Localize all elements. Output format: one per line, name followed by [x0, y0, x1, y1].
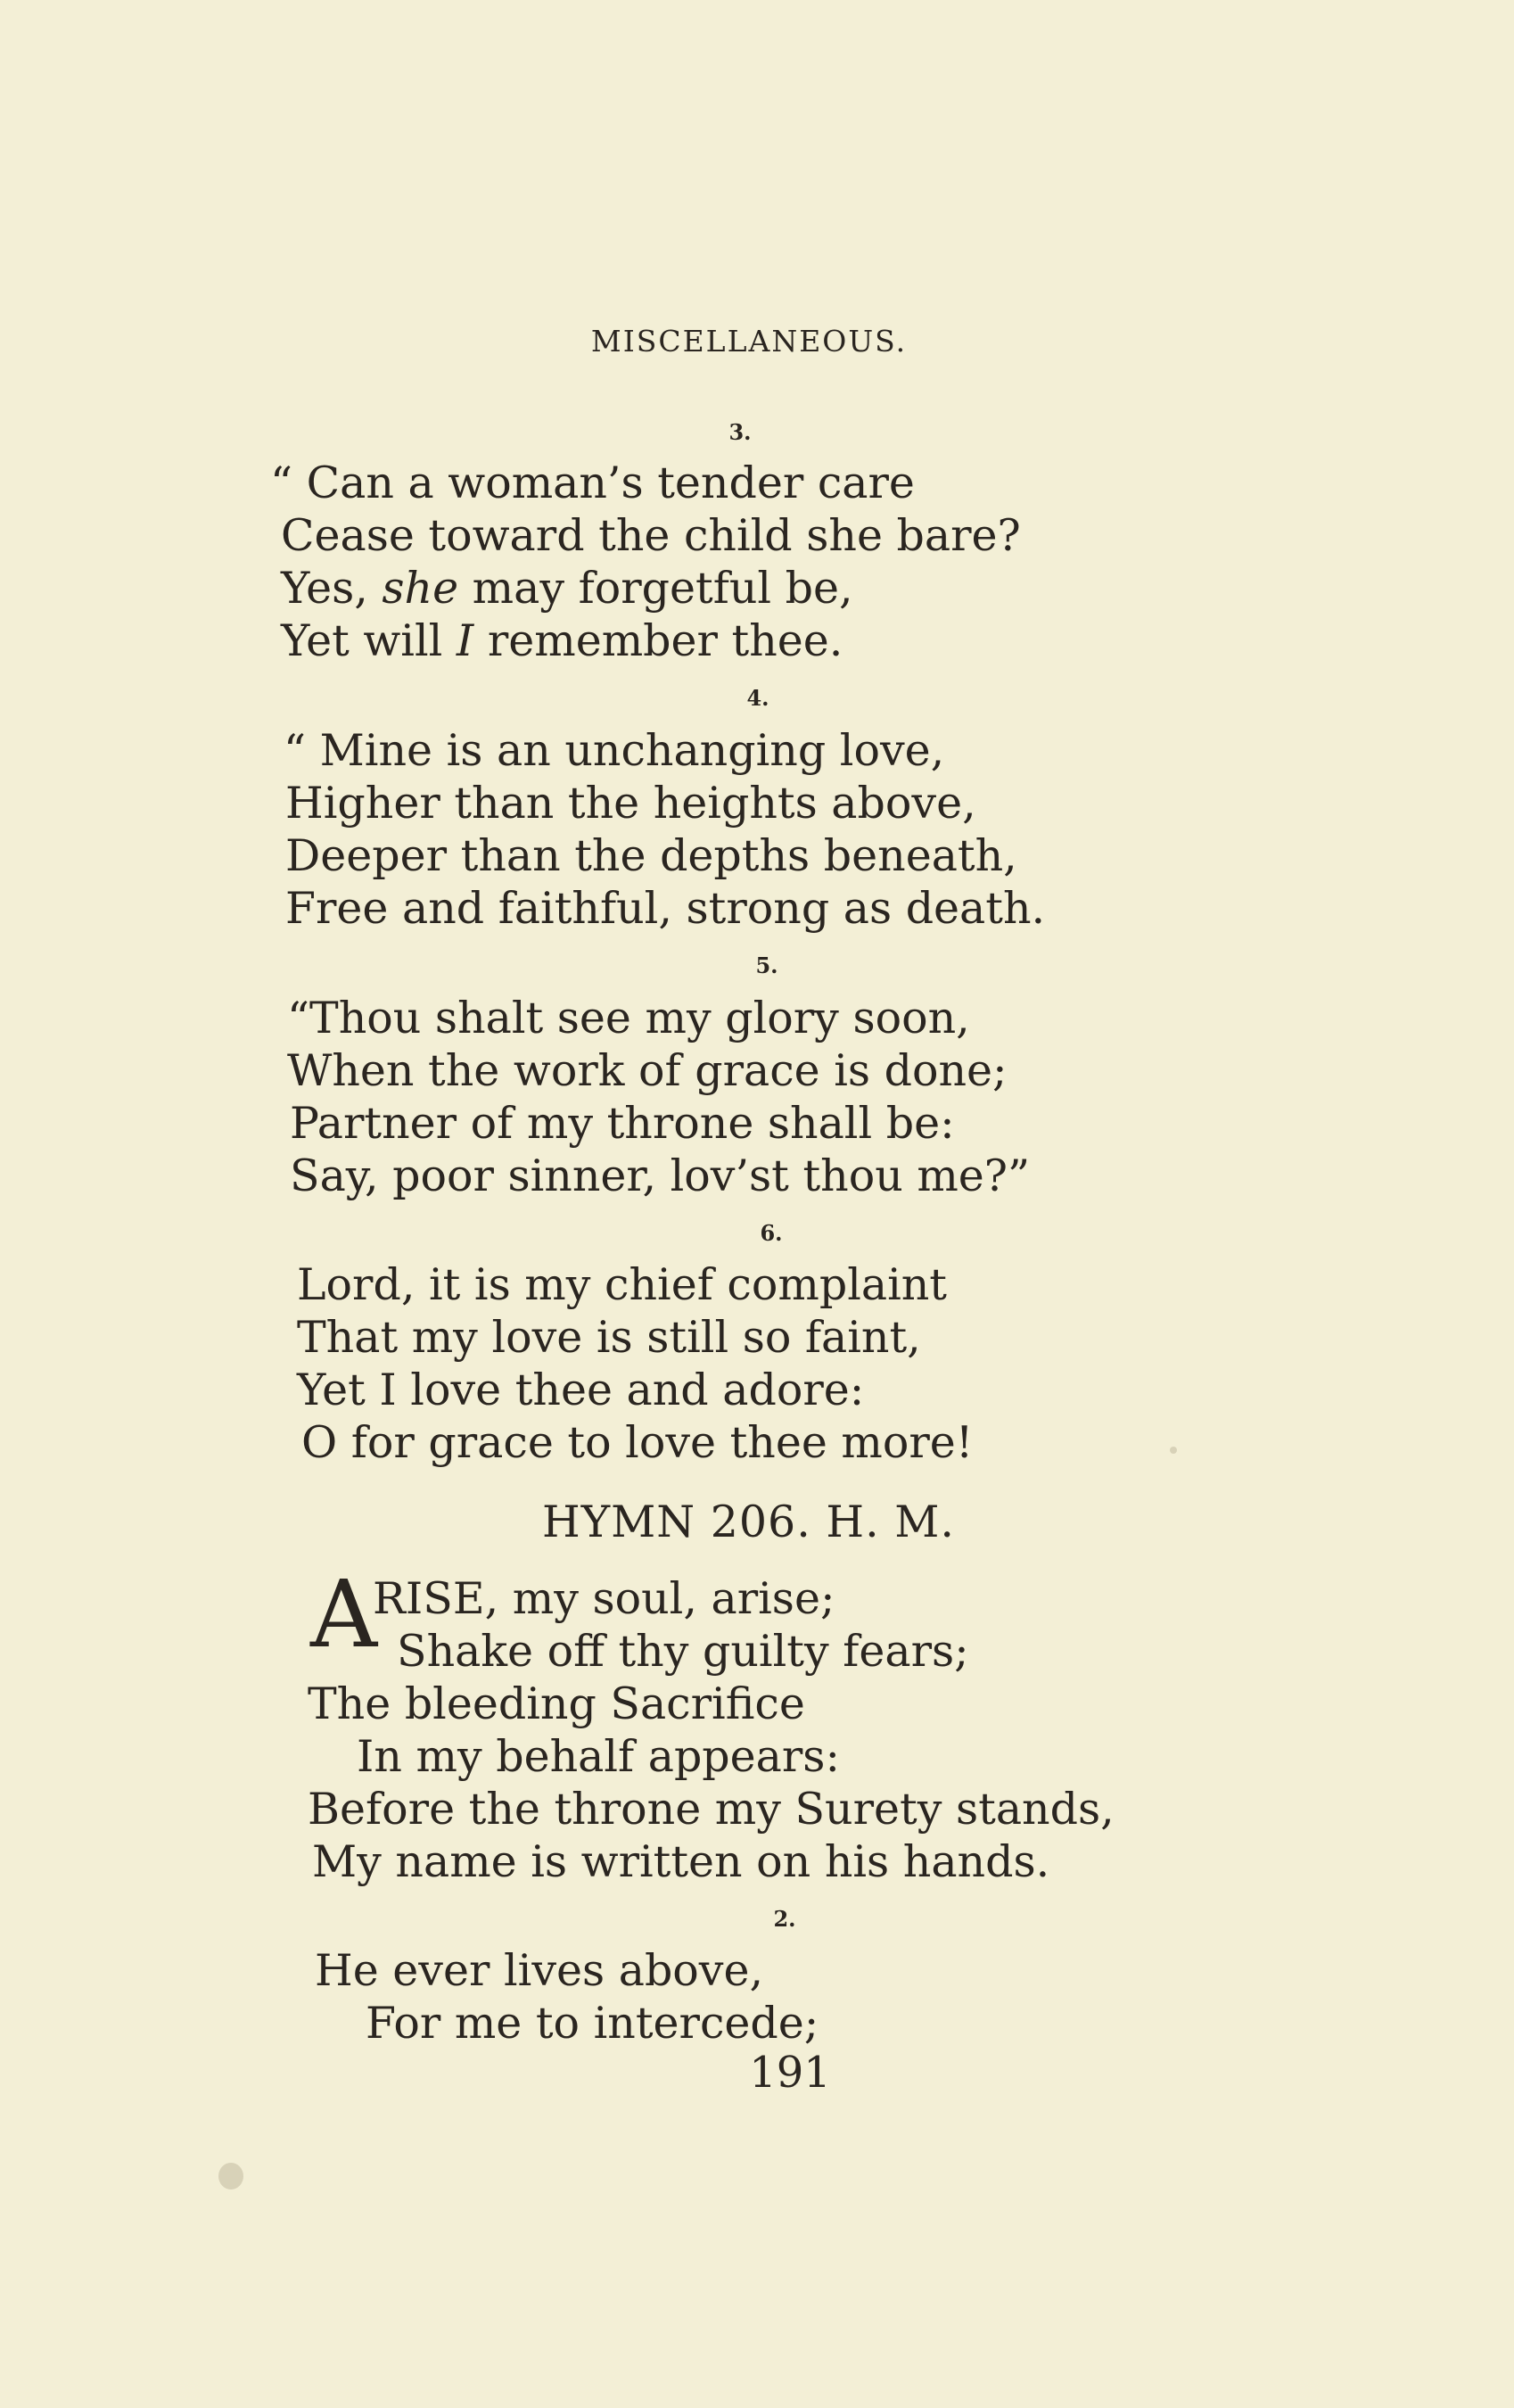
verse-line: When the work of grace is done; [287, 1045, 1008, 1096]
italic-word: I [456, 615, 474, 666]
verse-text: may forgetful be, [458, 563, 853, 614]
verse-line: My name is written on his hands. [312, 1836, 1050, 1887]
verse-line: “ Can a woman’s tender care [270, 458, 915, 508]
verse-line: The bleeding Sacrifice [308, 1678, 805, 1729]
verse-text: Yet will [281, 615, 457, 666]
verse-line: Higher than the heights above, [285, 778, 976, 829]
verse-line: Deeper than the depths beneath, [285, 830, 1017, 881]
verse-line: Say, poor sinner, lov’st thou me?” [290, 1150, 1031, 1201]
verse-text: Yes, [281, 563, 383, 614]
verse-line: “ Mine is an unchanging love, [284, 725, 945, 776]
stanza-number: 6. [760, 1220, 783, 1246]
verse-line: O for grace to love thee more! [301, 1417, 974, 1468]
verse-line: Shake off thy guilty fears; [397, 1626, 969, 1677]
running-head: MISCELLANEOUS. [590, 324, 908, 359]
stanza-number: 3. [728, 419, 752, 445]
stanza-number: 2. [773, 1906, 796, 1932]
verse-line: Before the throne my Surety stands, [308, 1784, 1115, 1835]
verse-line: For me to intercede; [366, 1998, 819, 2049]
verse-line: Lord, it is my chief complaint [297, 1259, 947, 1310]
stanza-number: 5. [755, 952, 778, 978]
page-number: 191 [749, 2048, 831, 2098]
verse-line: Yet I love thee and adore: [297, 1365, 865, 1415]
verse-line: Free and faithful, strong as death. [285, 883, 1046, 934]
verse-line: Cease toward the child she bare? [281, 510, 1021, 561]
verse-line: In my behalf appears: [357, 1731, 840, 1782]
hymn-title: HYMN 206. H. M. [542, 1497, 956, 1547]
verse-line: Partner of my throne shall be: [290, 1098, 955, 1149]
stanza-number: 4. [746, 685, 769, 711]
verse-line [281, 615, 843, 666]
paper-stain [1170, 1447, 1177, 1454]
verse-text: remember thee. [473, 615, 843, 666]
verse-line: RISE, my soul, arise; [373, 1573, 835, 1624]
verse-line: That my love is still so faint, [297, 1312, 921, 1363]
paper-stain [218, 2163, 243, 2189]
verse-line [281, 563, 853, 614]
verse-line: He ever lives above, [315, 1945, 764, 1996]
italic-word: she [382, 563, 459, 614]
verse-line: “Thou shalt see my glory soon, [287, 993, 970, 1043]
drop-cap: A [310, 1560, 378, 1669]
